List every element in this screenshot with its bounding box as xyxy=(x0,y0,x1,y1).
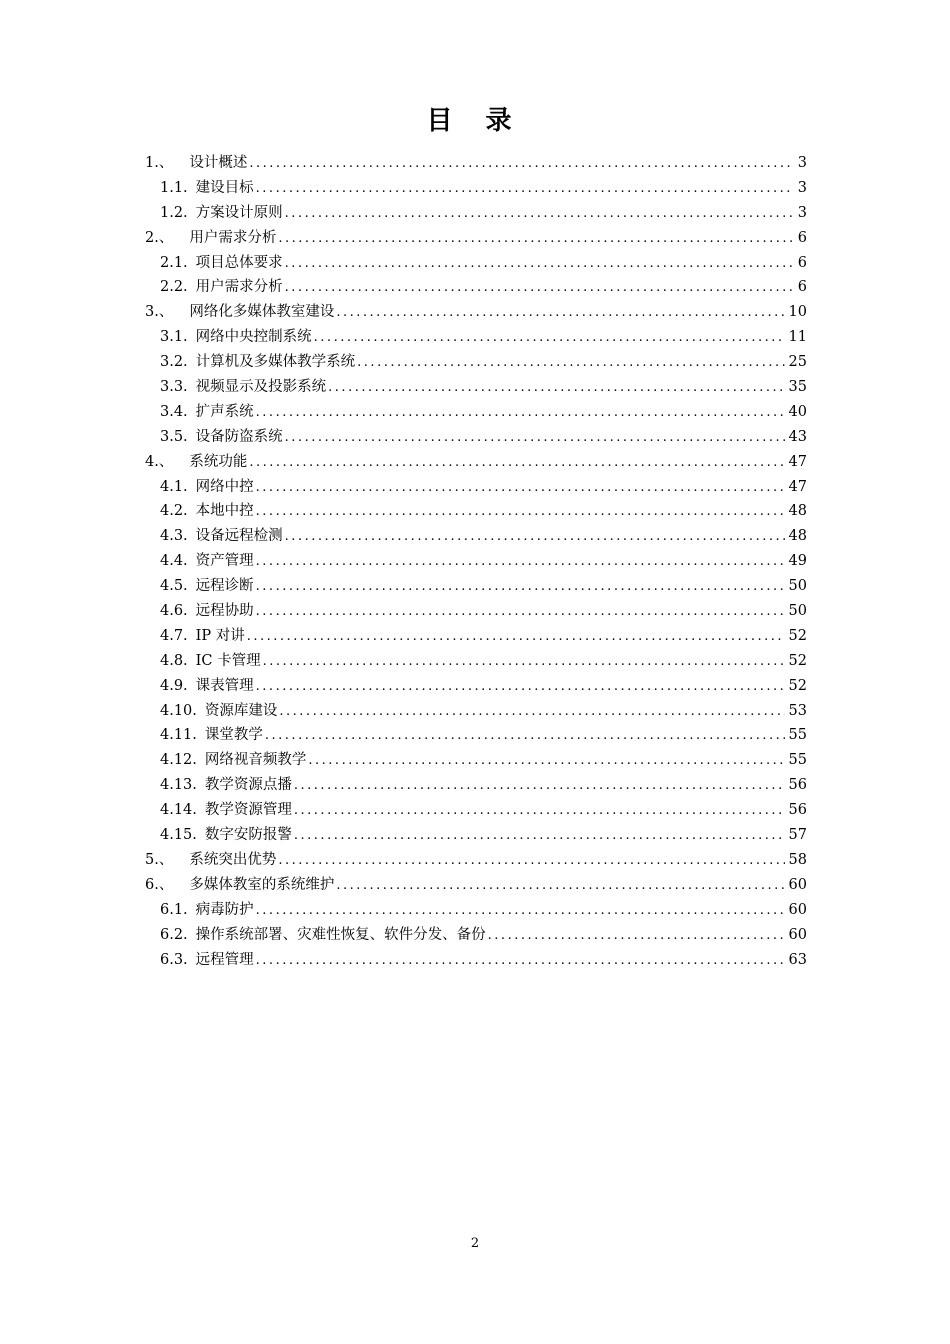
toc-dot-leader xyxy=(285,276,793,301)
toc-dot-leader xyxy=(294,824,785,849)
toc-dot-leader xyxy=(336,874,784,899)
toc-dot-leader xyxy=(256,899,785,924)
toc-dot-leader xyxy=(265,724,785,749)
toc-dot-leader xyxy=(308,749,784,774)
toc-entry-page: 47 xyxy=(788,453,807,470)
toc-entry-number: 4.2. xyxy=(160,503,188,520)
toc-entry[interactable] xyxy=(145,624,807,649)
toc-entry-number: 6.1. xyxy=(160,901,188,918)
toc-dot-leader xyxy=(256,949,785,974)
toc-entry-number: 3.4. xyxy=(160,403,188,420)
toc-entry[interactable] xyxy=(145,524,807,549)
toc-entry-number: 3.、 xyxy=(145,304,174,321)
toc-dot-leader xyxy=(285,525,785,550)
toc-entry-title: 扩声系统 xyxy=(195,403,254,420)
toc-entry[interactable] xyxy=(145,549,807,574)
toc-entry[interactable] xyxy=(145,948,807,973)
toc-entry-title: 计算机及多媒体教学系统 xyxy=(195,354,356,371)
toc-entry-title: 用户需求分析 xyxy=(189,229,277,246)
toc-entry[interactable] xyxy=(145,176,807,201)
toc-entry-title: IP 对讲 xyxy=(195,627,245,644)
toc-entry-page: 48 xyxy=(788,503,807,520)
toc-entry[interactable] xyxy=(145,848,807,873)
toc-entry-title: 网络中控 xyxy=(195,478,254,495)
toc-entry-title: 远程协助 xyxy=(195,603,254,620)
toc-entry-page: 50 xyxy=(788,603,807,620)
toc-entry[interactable] xyxy=(145,923,807,948)
toc-entry[interactable] xyxy=(145,699,807,724)
toc-entry-number: 1.、 xyxy=(145,155,174,171)
toc-entry[interactable] xyxy=(145,400,807,425)
toc-entry-number: 4.9. xyxy=(160,677,188,694)
toc-entry-title: 资源库建设 xyxy=(204,702,278,719)
toc-entry-number: 4.6. xyxy=(160,603,188,620)
toc-entry-number: 3.2. xyxy=(160,354,188,371)
toc-dot-leader xyxy=(256,476,785,501)
toc-entry-page: 10 xyxy=(788,304,807,321)
toc-entry-number: 4.15. xyxy=(160,827,197,844)
toc-entry-page: 60 xyxy=(788,901,807,918)
toc-dot-leader xyxy=(256,600,785,625)
toc-entry-number: 4.10. xyxy=(160,702,197,719)
toc-dot-leader xyxy=(357,351,784,376)
toc-entry-title: 课堂教学 xyxy=(204,727,263,744)
toc-entry-title: 网络化多媒体教室建设 xyxy=(189,304,335,321)
toc-entry-page: 3 xyxy=(797,179,807,196)
toc-entry[interactable] xyxy=(145,251,807,276)
toc-entry-number: 1.1. xyxy=(160,179,188,196)
toc-dot-leader xyxy=(249,152,793,177)
toc-dot-leader xyxy=(278,227,793,252)
toc-dot-leader xyxy=(488,924,785,949)
toc-dot-leader xyxy=(328,376,784,401)
toc-entry-number: 4.11. xyxy=(160,727,197,744)
toc-entry-number: 4.5. xyxy=(160,578,188,595)
toc-entry-page: 6 xyxy=(797,279,807,296)
toc-entry[interactable] xyxy=(145,226,807,251)
toc-entry-page: 6 xyxy=(797,229,807,246)
toc-entry-title: 课表管理 xyxy=(195,677,254,694)
toc-entry-title: 设备防盗系统 xyxy=(195,428,283,445)
toc-entry-page: 11 xyxy=(788,329,807,346)
toc-entry[interactable] xyxy=(145,375,807,400)
toc-entry-number: 4.3. xyxy=(160,528,188,545)
toc-entry-number: 4.、 xyxy=(145,453,174,470)
toc-entry[interactable] xyxy=(145,151,807,176)
toc-entry[interactable] xyxy=(145,674,807,699)
toc-entry-title: 设备远程检测 xyxy=(195,528,283,545)
table-of-contents xyxy=(145,151,807,972)
toc-entry[interactable] xyxy=(145,425,807,450)
toc-entry-number: 6.3. xyxy=(160,951,188,968)
toc-entry-title: 远程管理 xyxy=(195,951,254,968)
toc-entry-number: 4.14. xyxy=(160,802,197,819)
toc-entry-number: 4.12. xyxy=(160,752,197,769)
toc-entry-page: 3 xyxy=(797,155,807,171)
toc-entry[interactable] xyxy=(145,898,807,923)
toc-dot-leader xyxy=(278,849,784,874)
toc-entry-page: 60 xyxy=(788,926,807,943)
toc-entry-number: 3.5. xyxy=(160,428,188,445)
toc-entry-number: 4.1. xyxy=(160,478,188,495)
toc-dot-leader xyxy=(247,625,785,650)
toc-entry[interactable] xyxy=(145,201,807,226)
toc-dot-leader xyxy=(285,252,793,277)
toc-entry-page: 6 xyxy=(797,254,807,271)
toc-entry[interactable] xyxy=(145,350,807,375)
toc-entry[interactable] xyxy=(145,748,807,773)
toc-entry-number: 1.2. xyxy=(160,204,188,221)
toc-entry[interactable] xyxy=(145,773,807,798)
toc-entry[interactable] xyxy=(145,574,807,599)
toc-entry-title: 设计概述 xyxy=(189,155,248,171)
toc-entry-number: 2.、 xyxy=(145,229,174,246)
toc-entry-title: 项目总体要求 xyxy=(195,254,283,271)
toc-entry-title: 远程诊断 xyxy=(195,578,254,595)
toc-entry-number: 3.3. xyxy=(160,379,188,396)
toc-entry-number: 2.2. xyxy=(160,279,188,296)
toc-entry[interactable] xyxy=(145,599,807,624)
toc-entry[interactable] xyxy=(145,649,807,674)
toc-entry-number: 3.1. xyxy=(160,329,188,346)
toc-entry-title: 系统功能 xyxy=(189,453,248,470)
toc-entry-title: 操作系统部署、灾难性恢复、软件分发、备份 xyxy=(195,926,486,943)
toc-dot-leader xyxy=(249,451,784,476)
toc-entry[interactable] xyxy=(145,499,807,524)
toc-entry-title: 系统突出优势 xyxy=(189,851,277,868)
toc-entry-page: 52 xyxy=(788,627,807,644)
toc-dot-leader xyxy=(256,675,785,700)
toc-entry-page: 58 xyxy=(788,851,807,868)
toc-entry-title: 视频显示及投影系统 xyxy=(195,379,327,396)
toc-entry-page: 25 xyxy=(788,354,807,371)
toc-entry[interactable] xyxy=(145,823,807,848)
toc-entry-number: 4.13. xyxy=(160,777,197,794)
toc-entry-page: 52 xyxy=(788,652,807,669)
toc-dot-leader xyxy=(263,650,785,675)
toc-entry[interactable] xyxy=(145,300,807,325)
toc-entry-page: 60 xyxy=(788,876,807,893)
toc-dot-leader xyxy=(256,550,785,575)
toc-entry-page: 55 xyxy=(788,752,807,769)
toc-entry-title: 教学资源点播 xyxy=(204,777,292,794)
toc-entry[interactable] xyxy=(145,475,807,500)
toc-entry-number: 6.2. xyxy=(160,926,188,943)
toc-entry-number: 2.1. xyxy=(160,254,188,271)
toc-dot-leader xyxy=(279,700,784,725)
toc-dot-leader xyxy=(294,774,785,799)
toc-entry[interactable] xyxy=(145,325,807,350)
toc-entry-number: 4.4. xyxy=(160,553,188,570)
toc-entry-number: 4.8. xyxy=(160,652,188,669)
toc-entry[interactable] xyxy=(145,798,807,823)
toc-entry[interactable] xyxy=(145,275,807,300)
toc-dot-leader xyxy=(256,401,785,426)
toc-entry-page: 50 xyxy=(788,578,807,595)
toc-entry-title: 病毒防护 xyxy=(195,901,254,918)
toc-entry-page: 48 xyxy=(788,528,807,545)
toc-dot-leader xyxy=(336,301,784,326)
toc-entry-page: 53 xyxy=(788,702,807,719)
toc-entry-title: 用户需求分析 xyxy=(195,279,283,296)
toc-entry-page: 49 xyxy=(788,553,807,570)
toc-entry-title: 数字安防报警 xyxy=(204,827,292,844)
toc-entry[interactable] xyxy=(145,723,807,748)
toc-entry-number: 5.、 xyxy=(145,851,174,868)
toc-title: 目 录 xyxy=(426,106,524,136)
toc-entry-title: 资产管理 xyxy=(195,553,254,570)
toc-entry-page: 43 xyxy=(788,428,807,445)
toc-entry-title: 教学资源管理 xyxy=(204,802,292,819)
toc-dot-leader xyxy=(285,426,785,451)
page-number: 2 xyxy=(470,1236,480,1251)
toc-dot-leader xyxy=(294,799,785,824)
toc-entry-page: 47 xyxy=(788,478,807,495)
toc-entry-page: 52 xyxy=(788,677,807,694)
toc-entry-title: 多媒体教室的系统维护 xyxy=(189,876,335,893)
toc-entry-page: 40 xyxy=(788,403,807,420)
toc-entry-page: 56 xyxy=(788,777,807,794)
toc-entry-page: 57 xyxy=(788,827,807,844)
toc-entry-page: 35 xyxy=(788,379,807,396)
toc-entry-number: 6.、 xyxy=(145,876,174,893)
toc-entry[interactable] xyxy=(145,873,807,898)
toc-entry-title: 网络中央控制系统 xyxy=(195,329,312,346)
toc-entry-page: 56 xyxy=(788,802,807,819)
toc-dot-leader xyxy=(314,326,785,351)
toc-dot-leader xyxy=(256,575,785,600)
toc-entry-title: 建设目标 xyxy=(195,179,254,196)
toc-entry-title: 方案设计原则 xyxy=(195,204,283,221)
toc-dot-leader xyxy=(256,500,785,525)
toc-entry-page: 55 xyxy=(788,727,807,744)
toc-dot-leader xyxy=(256,177,793,202)
toc-entry-page: 63 xyxy=(788,951,807,968)
toc-entry-number: 4.7. xyxy=(160,627,188,644)
toc-entry-page: 3 xyxy=(797,204,807,221)
toc-dot-leader xyxy=(285,202,793,227)
toc-entry-title: 本地中控 xyxy=(195,503,254,520)
toc-entry-title: IC 卡管理 xyxy=(195,652,261,669)
toc-entry[interactable] xyxy=(145,450,807,475)
toc-entry-title: 网络视音频教学 xyxy=(204,752,307,769)
